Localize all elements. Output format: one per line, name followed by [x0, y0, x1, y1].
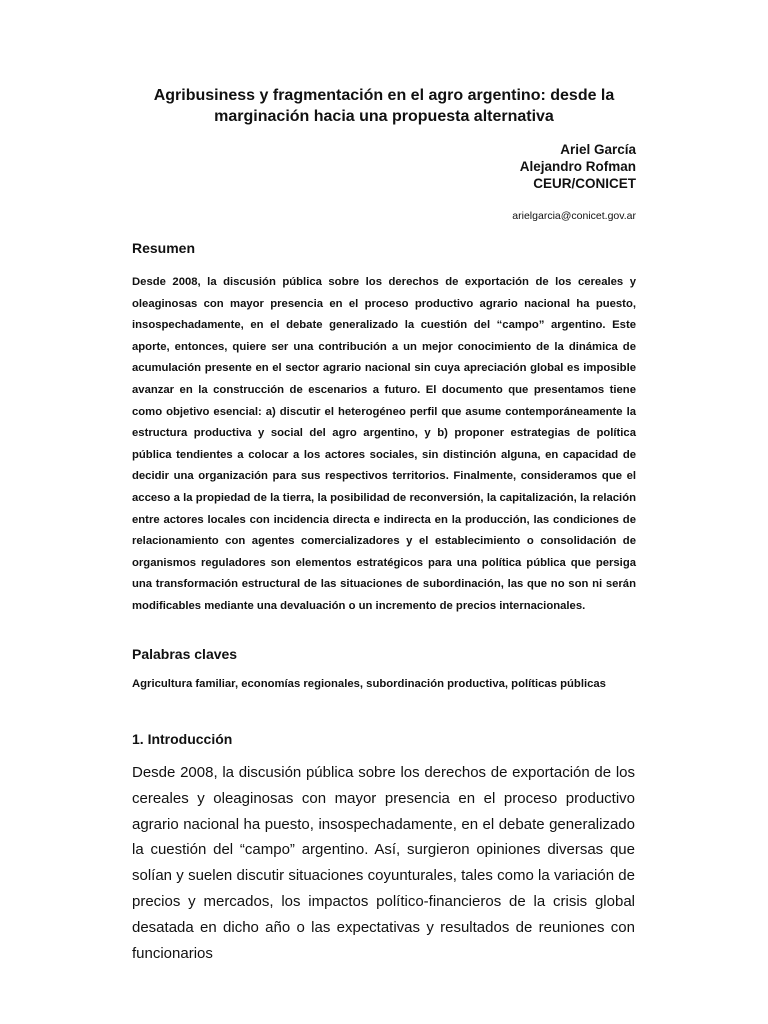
- author-name: Ariel García: [560, 142, 636, 157]
- author-block: [380, 141, 636, 192]
- document-title: Agribusiness y fragmentación en el agro argentino: desde la marginación hacia una propuesta alternativa: [153, 87, 615, 125]
- section-heading-introduction: 1. Introducción: [132, 731, 233, 747]
- keywords-text: Agricultura familiar, economías regionales, subordinación productiva, políticas públicas: [132, 678, 606, 690]
- abstract-text: Desde 2008, la discusión pública sobre los derechos de exportación de los cereales y oleaginosas con mayor presencia en el proceso productivo agrario nacional ha puesto, insospechadamente, en el debate generalizado la cuestión del “campo” argentino. Este aporte, entonces, quiere ser una contribución a un mejor conocimiento de la dinámica de acumulación presente en el sector agrario nacional sin cuya apreciación global es imposible avanzar en la construcción de escenarios a futuro. El documento que presentamos tiene como objetivo esencial: a) discutir el heterogéneo perfil que asume contemporáneamente la estructura productiva y social del agro argentino, y b) proponer estrategias de política pública tendientes a colocar a los actores sociales, sin distinción alguna, en capacidad de decidir una organización para sus respectivos territorios. Finalmente, consideramos que el acceso a la propiedad de la tierra, la posibilidad de reconversión, la capitalización, la relación entre actores locales con incidencia directa e indirecta en la producción, las condiciones de relacionamiento con agentes comercializadores y el establecimiento o consolidación de organismos reguladores son elementos estratégicos para una política pública que persiga una transformación estructural de las situaciones de subordinación, las que no son ni serán modificables mediante una devaluación o un incremento de precios internacionales.: [132, 276, 636, 612]
- keywords-heading: Palabras claves: [132, 646, 238, 662]
- author-email: arielgarcia@conicet.gov.ar: [512, 210, 636, 222]
- abstract-heading: Resumen: [132, 240, 196, 256]
- introduction-paragraph: Desde 2008, la discusión pública sobre los derechos de exportación de los cereales y oleaginosas con mayor presencia en el proceso productivo agrario nacional ha puesto, insospechadamente, en el debate generalizado la cuestión del “campo” argentino. Así, surgieron opiniones diversas que solían y suelen discutir situaciones coyunturales, tales como la variación de precios y mercados, los impactos político-financieros de la crisis global desatada en dicho año o las expectativas y resultados de reuniones con funcionarios: [132, 764, 635, 962]
- author-affiliation: CEUR/CONICET: [533, 176, 636, 191]
- author-name: Alejandro Rofman: [519, 159, 636, 174]
